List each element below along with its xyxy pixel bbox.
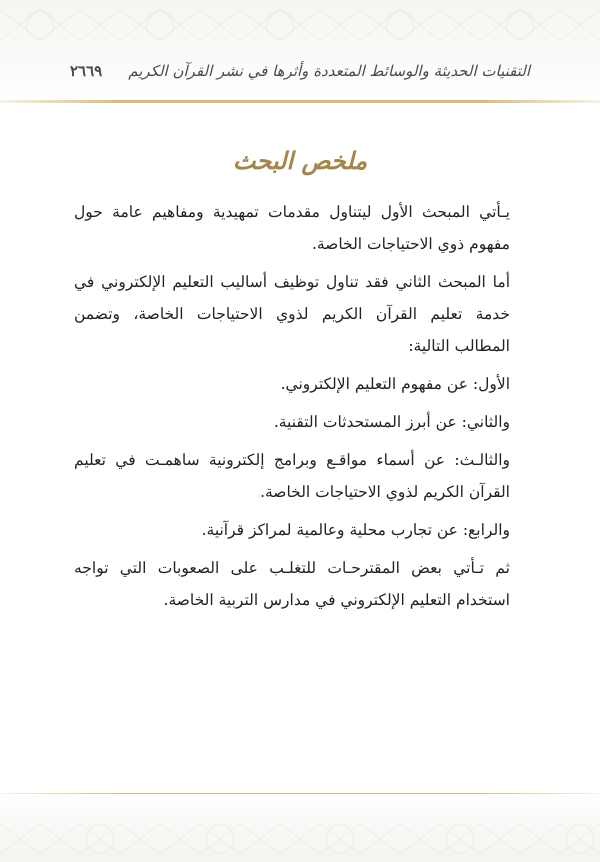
paragraph-suggestions: ثم تـأتي بعض المقترحـات للتغلـب على الصعوبات التي تواجه استخدام التعليم الإلكتروني في مدارس التربية الخاصة. — [74, 559, 510, 609]
abstract-body — [74, 196, 526, 622]
page-number: ٢٦٦٩ — [70, 62, 103, 80]
section-title: ملخص البحث — [232, 146, 368, 175]
bottom-decorative-band — [0, 794, 600, 862]
list-item-first: الأول: عن مفهوم التعليم الإلكتروني. — [280, 375, 510, 393]
header-title: التقنيات الحديثة والوسائط المتعددة وأثرها في نشر القرآن الكريم — [128, 62, 530, 80]
paragraph-second-chapter: أما المبحث الثاني فقد تناول توظيف أساليب التعليم الإلكتروني في خدمة تعليم القرآن الكريم لذوي الاحتياجات الخاصة، وتضمن المطالب التالية: — [74, 273, 510, 355]
geometric-pattern-bottom — [0, 794, 600, 862]
list-item-fourth: والرابع: عن تجارب محلية وعالمية لمراكز قرآنية. — [201, 521, 510, 539]
header-divider — [0, 100, 600, 103]
running-header — [70, 60, 530, 90]
list-item-third: والثالـث: عن أسماء مواقـع وبرامج إلكترونية ساهمـت في تعليم القرآن الكريم لذوي الاحتياجات الخاصة. — [74, 451, 510, 501]
list-item-second: والثاني: عن أبرز المستحدثات التقنية. — [273, 413, 510, 431]
paragraph-intro: يـأتي المبحث الأول ليتناول مقدمات تمهيدية ومفاهيم عامة حول مفهوم ذوي الاحتياجات الخاصة. — [74, 203, 510, 253]
